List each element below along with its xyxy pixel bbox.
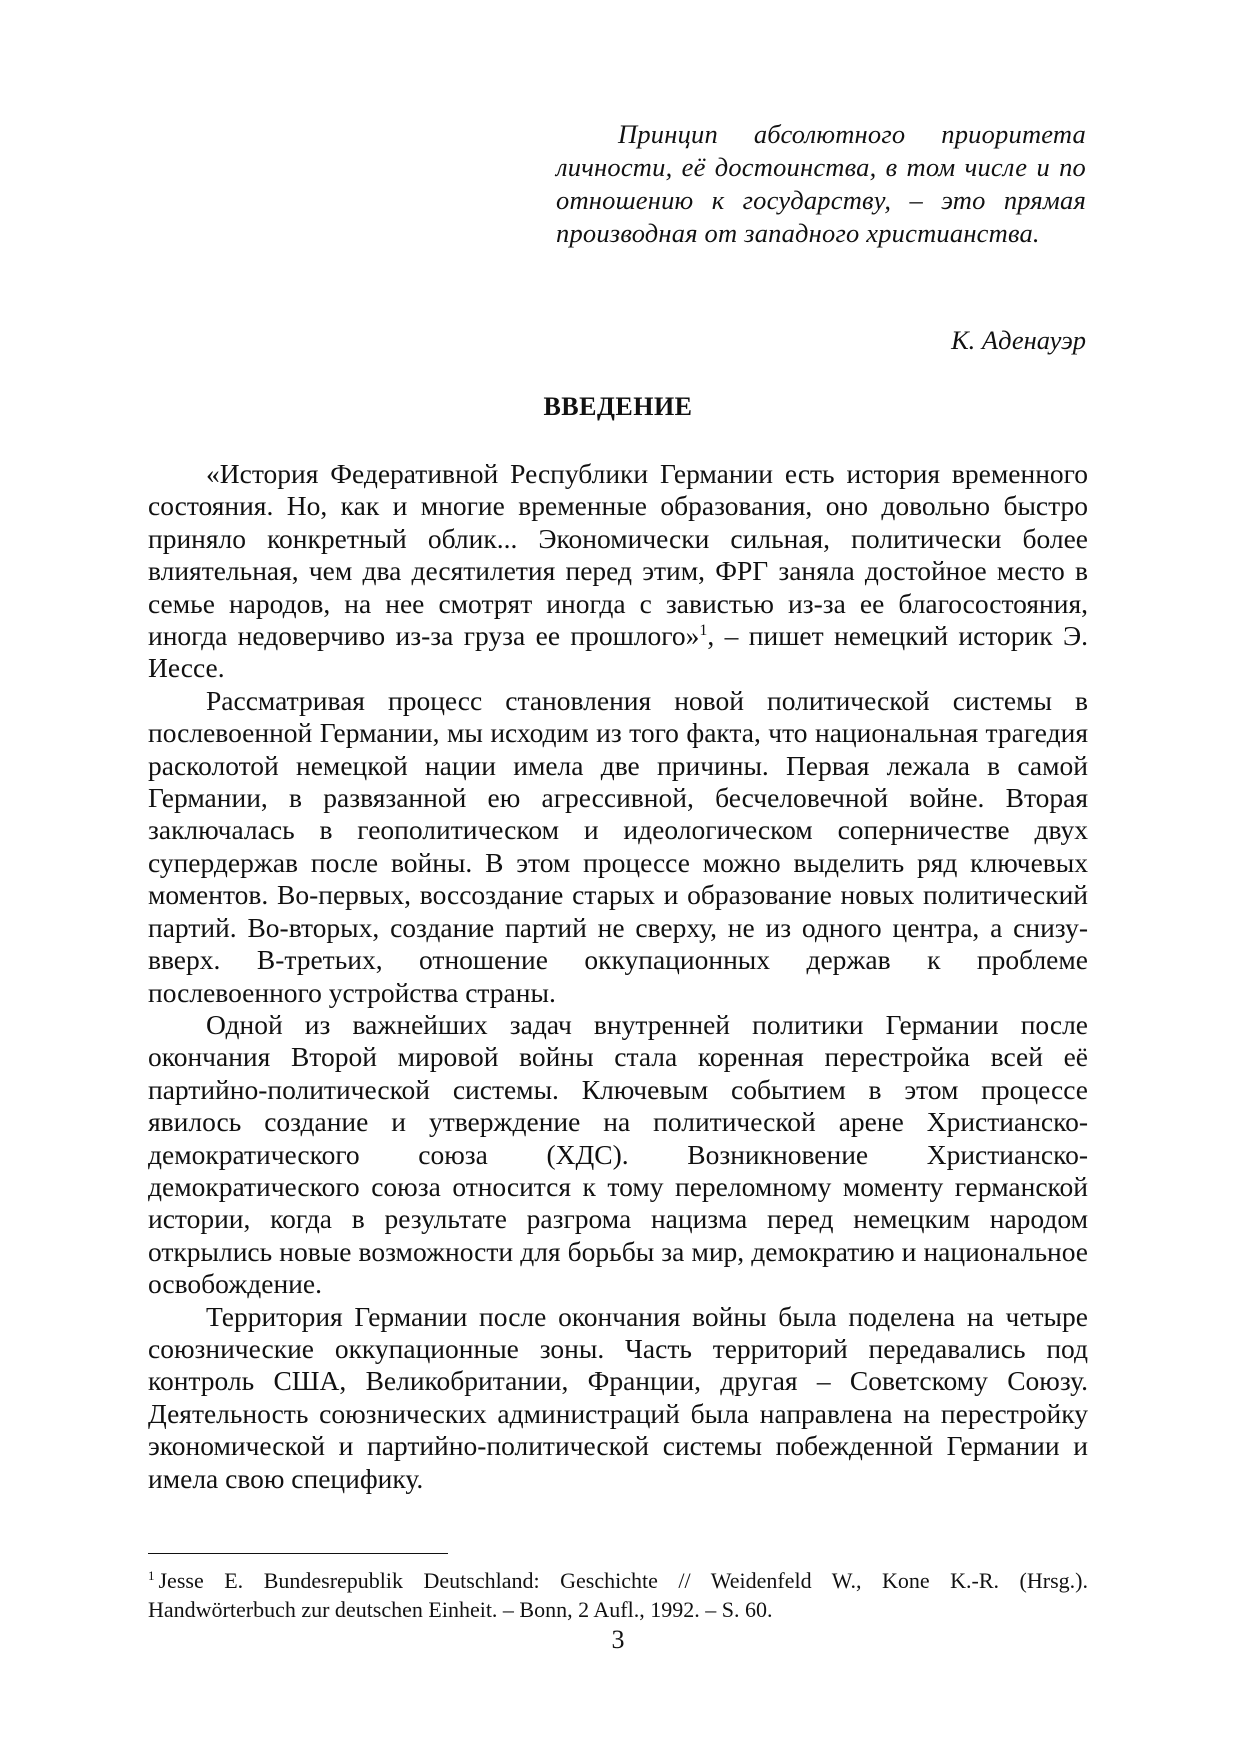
epigraph-quote: Принцип абсолютного приоритета личности, её достоинства, в том числе и по отношению к государству, – это прямая производная от западного христианства. [556,119,1086,248]
footnote-reference[interactable]: 1 [699,621,708,639]
footnote-divider [148,1553,448,1554]
paragraph-2: Рассматривая процесс становления новой политической системы в послевоенной Германии, мы исходим из того факта, что национальная трагедия расколотой немецкой нации имела две причины. Первая лежала в самой Германии, в развязанной ею агрессивной, бесчеловечной войне. Вторая заключалась в геополитическом и идеологическом соперничестве двух супердержав после войны. В этом процессе можно выделить ряд ключевых моментов. Во-первых, воссоздание старых и образование новых политический партий. Во-вторых, создание партий не сверху, не из одного центра, а снизу-вверх. В-третьих, отношение оккупационных держав к проблеме послевоенного устройства страны. [148,684,1088,1008]
page-number: 3 [611,1625,625,1654]
epigraph-author: К. Аденауэр [951,325,1086,355]
paragraph-4: Территория Германии после окончания войны была поделена на четыре союзнические оккупационные зоны. Часть территорий передавались под контроль США, Великобритании, Франции, другая – Советскому Союзу. Деятельность союзнических администраций была направлена на перестройку экономической и партийно-политической системы побежденной Германии и имела свою специфику. [148,1300,1088,1494]
body-text [148,458,1088,1495]
footnote-number: 1 [148,1567,155,1583]
paragraph-1-continuation: , – пишет немецкий историк Э. Иессе. [148,620,1088,684]
section-heading: ВВЕДЕНИЕ [543,392,693,421]
paragraph-1-text: «История Федеративной Республики Германии есть история временного состояния. Но, как и многие временные образования, оно довольно быстро приняло конкретный облик... Экономически сильная, политически более влиятельная, чем два десятилетия перед этим, ФРГ заняла достойное место в семье народов, на нее смотрят иногда с завистью из-за ее благосостояния, иногда недоверчиво из-за груза ее прошлого» [148,458,1088,652]
paragraph-1 [148,458,1088,685]
footnote-text: Jesse E. Bundesrepublik Deutschland: Geschichte // Weidenfeld W., Kone K.-R. (Hrsg.). Handwörterbuch zur deutschen Einheit. – Bonn, 2 Aufl., 1992. – S. 60. [148,1568,1088,1622]
footnote [148,1566,1088,1624]
paragraph-3: Одной из важнейших задач внутренней политики Германии после окончания Второй мировой войны стала коренная перестройка всей её партийно-политической системы. Ключевым событием в этом процессе явилось создание и утверждение на политической арене Христианско-демократического союза (ХДС). Возникновение Христианско-демократического союза относится к тому переломному моменту германской истории, когда в результате разгрома нацизма перед немецким народом открылись новые возможности для борьбы за мир, демократию и национальное освобождение. [148,1008,1088,1300]
